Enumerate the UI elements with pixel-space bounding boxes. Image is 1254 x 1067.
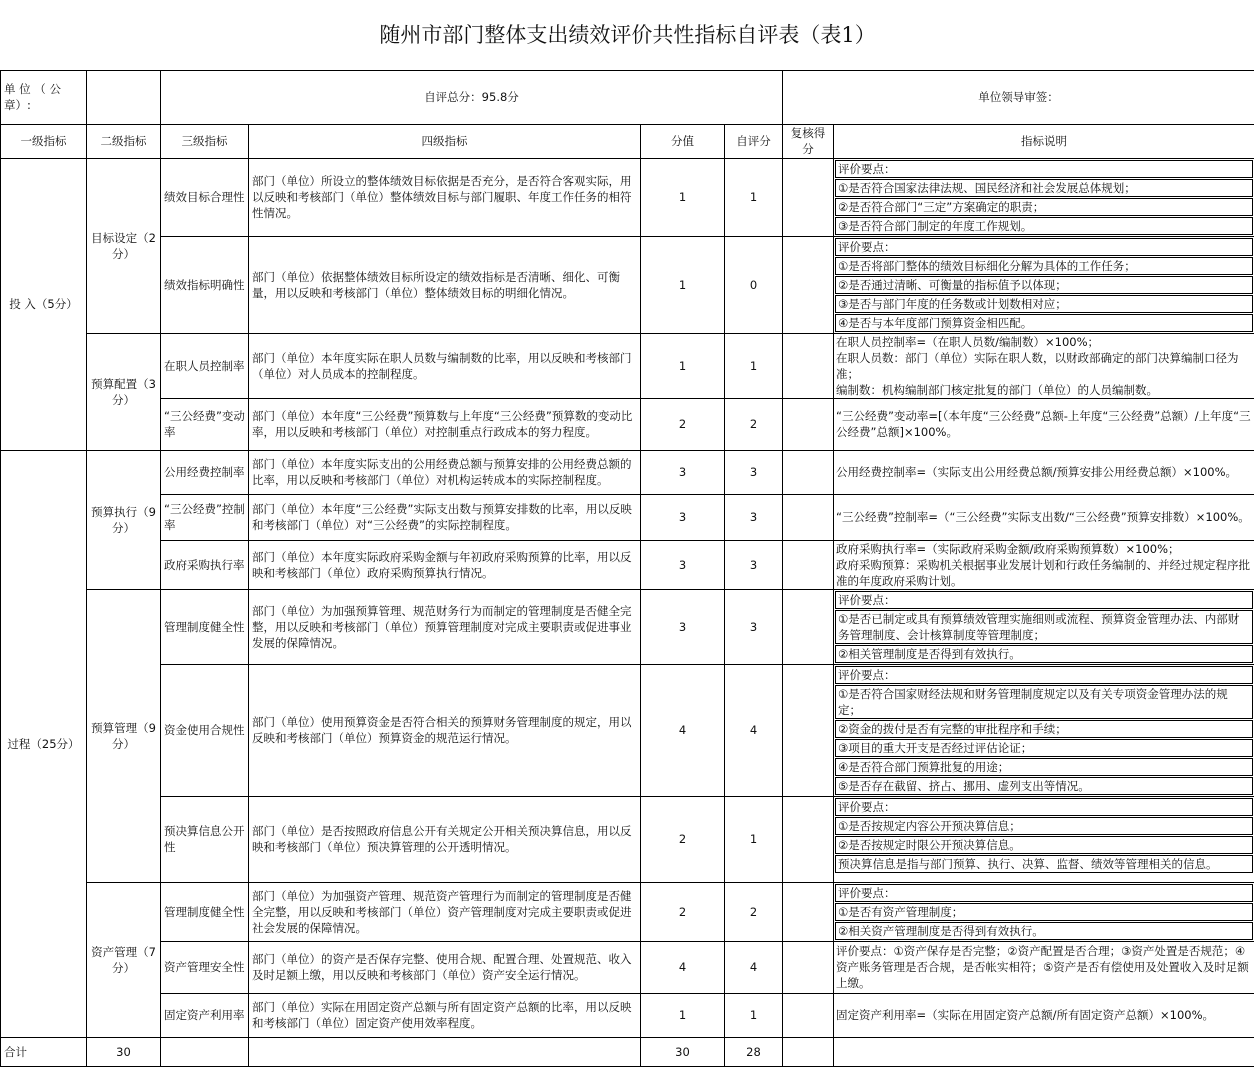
score-cell: 1 [641,993,725,1037]
level2-goal-setting: 目标设定（2分） [87,158,161,333]
description-cell [834,158,1254,236]
description-cell [834,993,1254,1037]
score-cell: 3 [641,589,725,664]
description-line: ①是否已制定或具有预算绩效管理实施细则或流程、预算资金管理办法、内部财务管理制度、会计核算制度等管理制度； [835,610,1253,644]
score-cell: 2 [641,796,725,882]
level4-cell: 部门（单位）是否按照政府信息公开有关规定公开相关预决算信息，用以反映和考核部门（单位）预决算管理的公开透明情况。 [249,796,641,882]
score-cell: 1 [641,236,725,333]
total-label: 合计 [1,1037,87,1066]
self-score-cell: 4 [725,941,783,993]
blank-cell [249,1037,641,1066]
description-line: ③是否符合部门制定的年度工作规划。 [835,217,1253,235]
review-score-cell [783,540,834,589]
level3-cell: 绩效指标明确性 [161,236,249,333]
review-score-cell [783,882,834,941]
description-line: ①是否符合国家财经法规和财务管理制度规定以及有关专项资金管理办法的规定； [835,685,1253,719]
level3-cell: 管理制度健全性 [161,882,249,941]
blank-cell [87,70,161,124]
level4-cell: 部门（单位）本年度实际政府采购金额与年初政府采购预算的比率，用以反映和考核部门（单位）政府采购预算执行情况。 [249,540,641,589]
review-score-cell [783,158,834,236]
description-line: “三公经费”变动率=[（本年度“三公经费”总额-上年度“三公经费”总额）/上年度“三公经费”总额]×100%。 [836,408,1252,440]
description-line: 预决算信息是指与部门预算、执行、决算、监督、绩效等管理相关的信息。 [835,855,1253,873]
level3-cell: 在职人员控制率 [161,333,249,398]
header-review-score: 复核得分 [783,124,834,158]
score-cell: 4 [641,941,725,993]
review-score-cell [783,333,834,398]
description-line: ②资金的拨付是否有完整的审批程序和手续； [835,720,1253,738]
description-line: 编制数：机构编制部门核定批复的部门（单位）的人员编制数。 [836,382,1252,398]
description-cell [834,941,1254,993]
level2-budget-mgmt: 预算管理（9分） [87,589,161,882]
description-line: 评价要点： [835,666,1253,684]
leader-review: 单位领导审签： [783,70,1254,124]
total-self-score-sum: 28 [725,1037,783,1066]
level3-cell: 资金使用合规性 [161,664,249,796]
level4-cell: 部门（单位）本年度实际支出的公用经费总额与预算安排的公用经费总额的比率，用以反映和考核部门（单位）对机构运转成本的实际控制程度。 [249,450,641,494]
score-cell: 3 [641,450,725,494]
level4-cell: 部门（单位）本年度“三公经费”预算数与上年度“三公经费”预算数的变动比率，用以反映和考核部门（单位）对控制重点行政成本的努力程度。 [249,398,641,450]
self-score-cell: 1 [725,796,783,882]
description-cell [834,796,1254,882]
level3-cell: 资产管理安全性 [161,941,249,993]
description-line: 固定资产利用率=（实际在用固定资产总额/所有固定资产总额）×100%。 [836,1007,1252,1023]
description-line: ①是否按规定内容公开预决算信息； [835,817,1253,835]
page-title: 随州市部门整体支出绩效评价共性指标自评表（表1） [1,0,1254,70]
review-score-cell [783,236,834,333]
description-cell [834,236,1254,333]
description-line: 评价要点： [835,591,1253,609]
description-cell [834,398,1254,450]
level4-cell: 部门（单位）本年度“三公经费”实际支出数与预算安排数的比率，用以反映和考核部门（单位）对“三公经费”的实际控制程度。 [249,494,641,540]
level1-process: 过程（25分） [1,450,87,1037]
self-score-cell: 0 [725,236,783,333]
header-level2: 二级指标 [87,124,161,158]
review-score-cell [783,589,834,664]
score-cell: 1 [641,158,725,236]
self-score-cell: 3 [725,450,783,494]
description-line: ④是否符合部门预算批复的用途； [835,758,1253,776]
description-line: 评价要点： [835,160,1253,178]
level3-cell: “三公经费”控制率 [161,494,249,540]
self-score-cell: 1 [725,993,783,1037]
self-score-cell: 3 [725,589,783,664]
level3-cell: 固定资产利用率 [161,993,249,1037]
level4-cell: 部门（单位）依据整体绩效目标所设定的绩效指标是否清晰、细化、可衡量，用以反映和考核部门（单位）整体绩效目标的明细化情况。 [249,236,641,333]
review-score-cell [783,494,834,540]
header-score: 分值 [641,124,725,158]
description-line: ①是否将部门整体的绩效目标细化分解为具体的工作任务； [835,257,1253,275]
level3-cell: 政府采购执行率 [161,540,249,589]
description-cell [834,450,1254,494]
description-line: ①是否有资产管理制度； [835,903,1253,921]
level4-cell: 部门（单位）的资产是否保存完整、使用合规、配置合理、处置规范、收入及时足额上缴，用以反映和考核部门（单位）资产安全运行情况。 [249,941,641,993]
review-score-cell [783,993,834,1037]
self-score-cell: 3 [725,494,783,540]
level2-budget-config: 预算配置（3分） [87,333,161,450]
description-line: 评价要点： [835,884,1253,902]
header-level1: 一级指标 [1,124,87,158]
description-cell [834,882,1254,941]
total-level2-sum: 30 [87,1037,161,1066]
review-score-cell [783,398,834,450]
header-level3: 三级指标 [161,124,249,158]
level4-cell: 部门（单位）所设立的整体绩效目标依据是否充分，是否符合客观实际，用以反映和考核部门（单位）整体绩效目标与部门履职、年度工作任务的相符性情况。 [249,158,641,236]
review-score-cell [783,796,834,882]
self-score-cell: 2 [725,398,783,450]
description-line: 政府采购执行率=（实际政府采购金额/政府采购预算数）×100%； [836,541,1252,557]
review-score-cell [783,664,834,796]
level2-asset-mgmt: 资产管理（7分） [87,882,161,1037]
level1-input: 投 入（5分） [1,158,87,450]
self-score-cell: 4 [725,664,783,796]
description-line: 在职人员控制率=（在职人员数/编制数）×100%； [836,334,1252,350]
description-line: ②是否按规定时限公开预决算信息。 [835,836,1253,854]
blank-cell [783,1037,834,1066]
unit-label: 单 位 （ 公 章）: [1,70,87,124]
score-cell: 3 [641,494,725,540]
self-score-cell: 1 [725,158,783,236]
description-cell [834,664,1254,796]
total-score-sum: 30 [641,1037,725,1066]
level3-cell: 管理制度健全性 [161,589,249,664]
description-line: ⑤是否存在截留、挤占、挪用、虚列支出等情况。 [835,777,1253,795]
level4-cell: 部门（单位）为加强预算管理、规范财务行为而制定的管理制度是否健全完整，用以反映和考核部门（单位）预算管理制度对完成主要职责或促进事业发展的保障情况。 [249,589,641,664]
level3-cell: 公用经费控制率 [161,450,249,494]
level3-cell: 预决算信息公开性 [161,796,249,882]
self-score-cell: 1 [725,333,783,398]
description-cell [834,540,1254,589]
description-line: ③项目的重大开支是否经过评估论证； [835,739,1253,757]
review-score-cell [783,450,834,494]
score-cell: 2 [641,398,725,450]
score-cell: 1 [641,333,725,398]
level4-cell: 部门（单位）使用预算资金是否符合相关的预算财务管理制度的规定，用以反映和考核部门（单位）预算资金的规范运行情况。 [249,664,641,796]
level4-cell: 部门（单位）为加强资产管理、规范资产管理行为而制定的管理制度是否健全完整，用以反映和考核部门（单位）资产管理制度对完成主要职责或促进社会发展的保障情况。 [249,882,641,941]
score-cell: 2 [641,882,725,941]
description-line: ②相关管理制度是否得到有效执行。 [835,645,1253,663]
description-line: 在职人员数：部门（单位）实际在职人数，以财政部确定的部门决算编制口径为准； [836,350,1252,382]
blank-cell [834,1037,1254,1066]
score-cell: 3 [641,540,725,589]
total-score: 自评总分：95.8分 [161,70,783,124]
description-line: ④是否与本年度部门预算资金相匹配。 [835,314,1253,332]
blank-cell [161,1037,249,1066]
header-level4: 四级指标 [249,124,641,158]
level4-cell: 部门（单位）本年度实际在职人员数与编制数的比率，用以反映和考核部门（单位）对人员成本的控制程度。 [249,333,641,398]
description-line: “三公经费”控制率=（“三公经费”实际支出数/“三公经费”预算安排数）×100%。 [836,509,1252,525]
description-cell [834,589,1254,664]
description-line: 评价要点： [835,238,1253,256]
header-description: 指标说明 [834,124,1254,158]
description-cell [834,333,1254,398]
description-line: 公用经费控制率=（实际支出公用经费总额/预算安排公用经费总额）×100%。 [836,464,1252,480]
description-line: ①是否符合国家法律法规、国民经济和社会发展总体规划； [835,179,1253,197]
self-score-cell: 3 [725,540,783,589]
self-score-cell: 2 [725,882,783,941]
level2-budget-exec: 预算执行（9分） [87,450,161,589]
description-line: ②是否符合部门“三定”方案确定的职责； [835,198,1253,216]
description-line: 评价要点：①资产保存是否完整；②资产配置是否合理；③资产处置是否规范；④资产账务管理是否合规，是否帐实相符；⑤资产是否有偿使用及处置收入及时足额上缴。 [836,943,1252,991]
level4-cell: 部门（单位）实际在用固定资产总额与所有固定资产总额的比率，用以反映和考核部门（单位）固定资产使用效率程度。 [249,993,641,1037]
description-line: ③是否与部门年度的任务数或计划数相对应； [835,295,1253,313]
header-self-score: 自评分 [725,124,783,158]
review-score-cell [783,941,834,993]
description-line: 政府采购预算：采购机关根据事业发展计划和行政任务编制的、并经过规定程序批准的年度政府采购计划。 [836,557,1252,589]
description-line: 评价要点： [835,798,1253,816]
description-line: ②相关资产管理制度是否得到有效执行。 [835,922,1253,940]
description-line: ②是否通过清晰、可衡量的指标值予以体现； [835,276,1253,294]
level3-cell: “三公经费”变动率 [161,398,249,450]
description-cell [834,494,1254,540]
level3-cell: 绩效目标合理性 [161,158,249,236]
score-cell: 4 [641,664,725,796]
